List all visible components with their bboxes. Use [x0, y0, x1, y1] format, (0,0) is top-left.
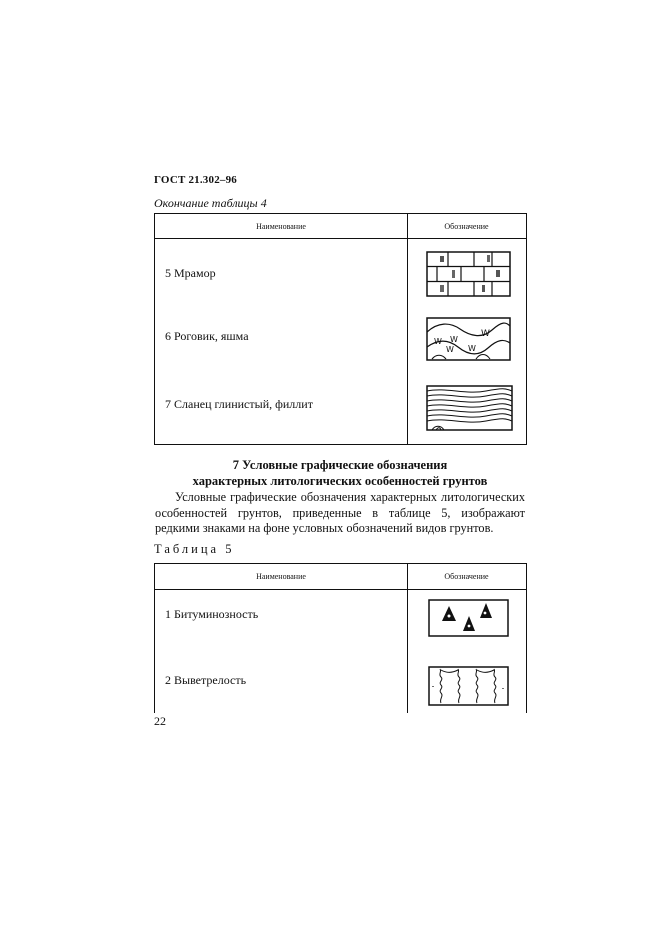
slate-phyllite-symbol	[426, 385, 513, 431]
document-code: ГОСТ 21.302–96	[154, 174, 237, 186]
table4-caption: Окончание таблицы 4	[154, 196, 267, 210]
table5-row-label-bituminous: 1 Битуминозность	[165, 607, 259, 621]
page-number: 22	[154, 714, 166, 728]
table4-header-symbol: Обозначение	[444, 222, 489, 231]
table4-header-name: Наименование	[256, 222, 306, 231]
table4-row-label-hornfels: 6 Роговик, яшма	[165, 329, 249, 343]
table5-row-label-weathering: 2 Выветрелость	[165, 673, 247, 687]
weathering-symbol	[428, 666, 509, 706]
svg-text:W: W	[481, 329, 490, 339]
bituminous-symbol	[428, 599, 509, 637]
table4-row-label-slate: 7 Сланец глинистый, филлит	[165, 397, 313, 411]
hornfels-jasper-symbol	[426, 317, 511, 361]
section-7-title-line1: 7 Условные графические обозначения	[232, 458, 448, 472]
table5-caption: Таблица 5	[154, 542, 235, 556]
table4	[154, 213, 527, 445]
svg-text:W: W	[446, 345, 454, 354]
table5-header-symbol: Обозначение	[444, 572, 489, 581]
table5	[154, 563, 527, 713]
table4-column-divider	[407, 214, 408, 444]
section-7-title	[155, 457, 525, 489]
svg-text:W: W	[468, 344, 476, 353]
table4-row-label-marble: 5 Мрамор	[165, 266, 216, 280]
section-7-paragraph: Условные графические обозначения характерных литологических особенностей грунтов, приведенные в таблице 5, изображают редкими знаками на фоне условных обозначений видов грунтов.	[155, 490, 525, 535]
marble-symbol	[426, 251, 511, 297]
svg-text:W: W	[434, 337, 442, 346]
table4-header-divider	[155, 238, 526, 239]
table5-column-divider	[407, 564, 408, 713]
table5-header-name: Наименование	[256, 572, 306, 581]
svg-text:W: W	[450, 335, 458, 344]
table5-header-divider	[155, 589, 526, 590]
section-7-title-line2: характерных литологических особенностей грунтов	[192, 474, 488, 488]
